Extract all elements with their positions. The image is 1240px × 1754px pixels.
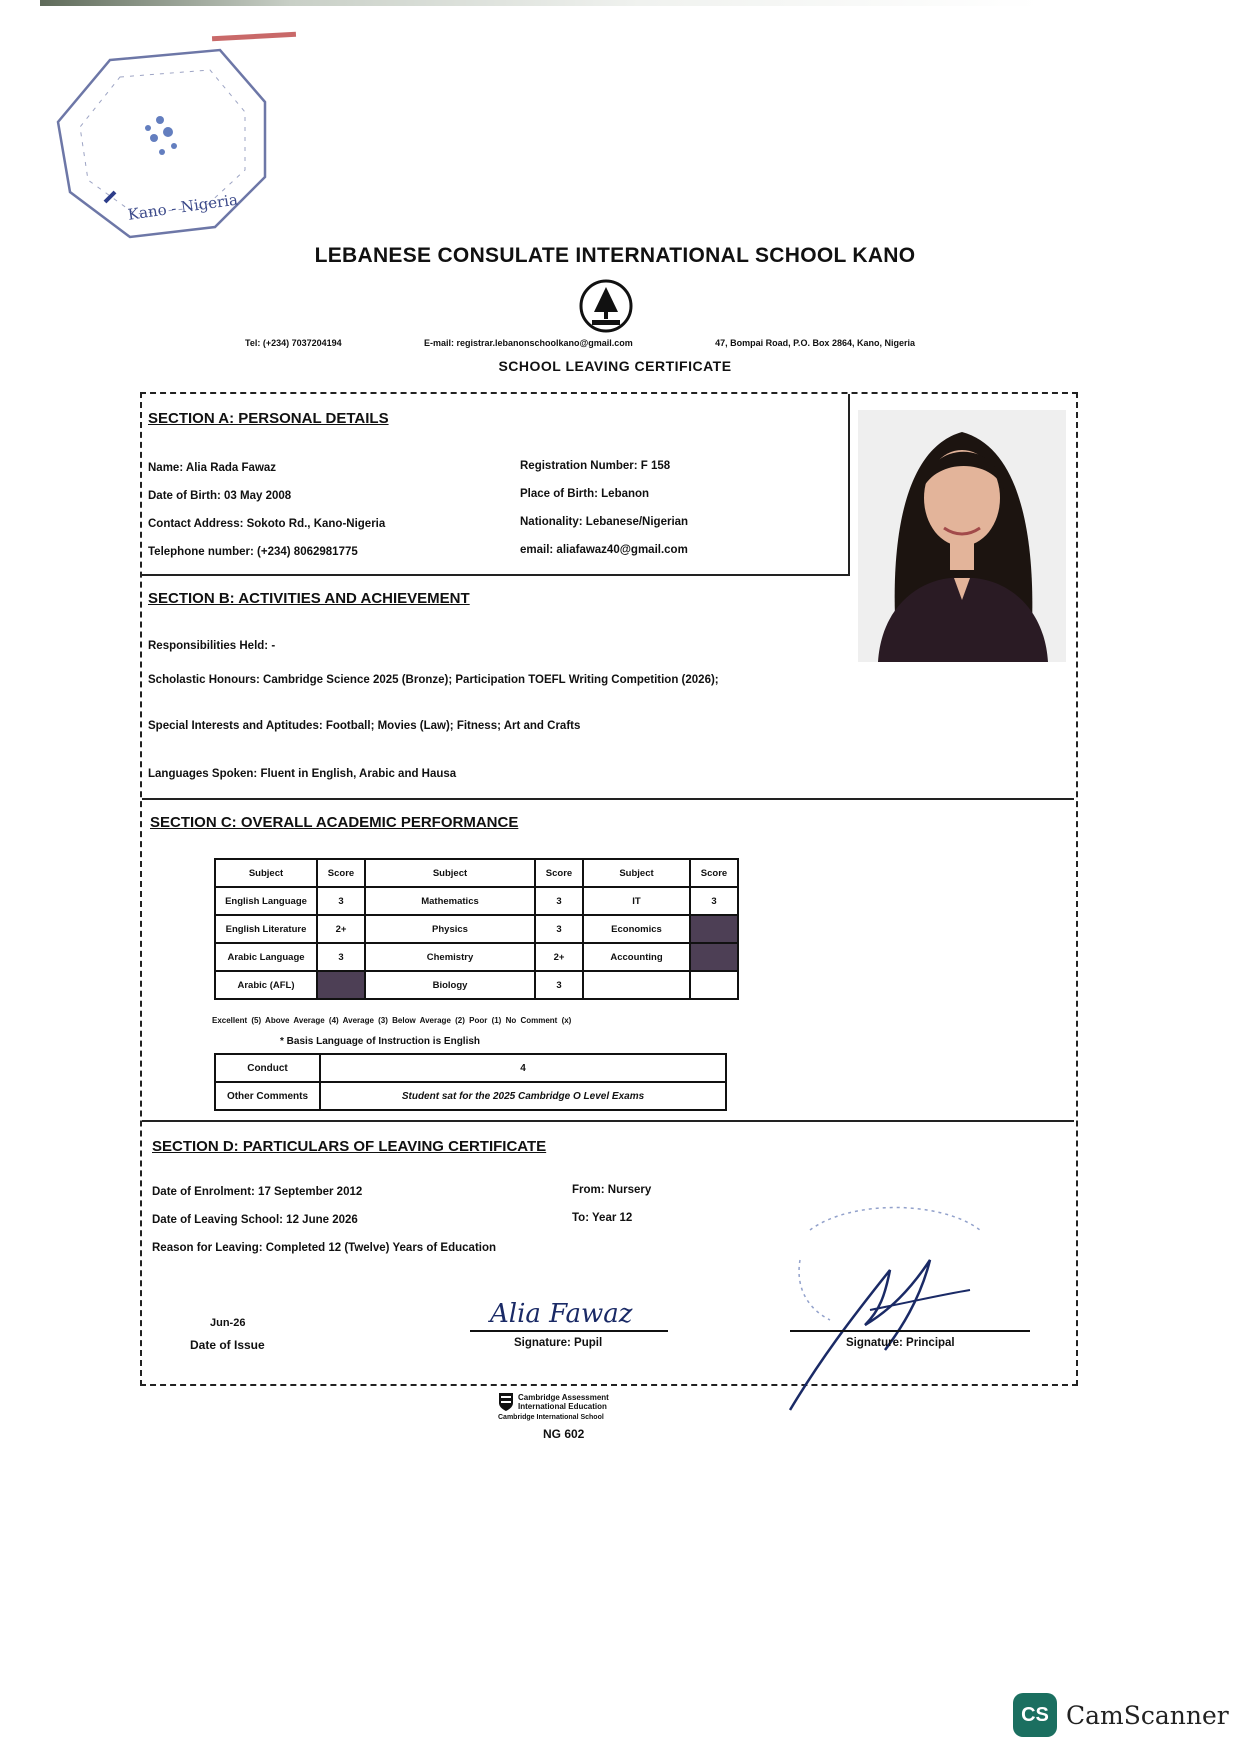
languages-field: Languages Spoken: Fluent in English, Arabic and Hausa [148, 768, 457, 780]
from-field: From: Nursery [572, 1184, 652, 1196]
student-photo [858, 410, 1066, 662]
grade-cell-shaded [690, 915, 738, 943]
principal-signature [770, 1200, 1030, 1430]
table-row [215, 943, 738, 971]
school-logo-icon [578, 278, 634, 334]
stamp-text: Kano - Nigeria [126, 190, 239, 224]
grade-cell: Physics [365, 915, 535, 943]
comments-label: Other Comments [215, 1082, 320, 1110]
header-subject-1: Subject [215, 859, 317, 887]
pupil-signature-label: Signature: Pupil [514, 1337, 603, 1349]
grades-header-row [215, 859, 738, 887]
reason-field: Reason for Leaving: Completed 12 (Twelve) Years of Education [152, 1242, 497, 1254]
grades-table [214, 858, 739, 1000]
email-text: E-mail: registrar.lebanonschoolkano@gmail.com [423, 338, 633, 348]
pupil-signature-text: Alia Fawaz [490, 1299, 633, 1329]
header-subject-3: Subject [583, 859, 690, 887]
centre-number: NG 602 [543, 1427, 585, 1441]
camscanner-label: CamScanner [1066, 1701, 1229, 1730]
grade-cell: 3 [535, 971, 583, 999]
divider-a [142, 574, 850, 576]
grade-cell: Economics [583, 915, 690, 943]
issue-date-label: Date of Issue [190, 1338, 265, 1352]
grade-cell: 3 [690, 887, 738, 915]
grade-cell: Biology [365, 971, 535, 999]
red-mark [212, 32, 296, 41]
grade-legend: Excellent (5) Above Average (4) Average (3) Below Average (2) Poor (1) No Comment (x) [212, 1016, 572, 1025]
issue-date: Jun-26 [210, 1317, 246, 1329]
telephone-field: Telephone number: (+234) 8062981775 [148, 546, 358, 558]
grade-cell: 3 [535, 915, 583, 943]
conduct-row [215, 1054, 726, 1082]
grade-cell: 2+ [535, 943, 583, 971]
leaving-date-field: Date of Leaving School: 12 June 2026 [152, 1214, 358, 1226]
school-name: LEBANESE CONSULATE INTERNATIONAL SCHOOL KANO [314, 244, 916, 267]
table-row [215, 887, 738, 915]
header-score-3: Score [690, 859, 738, 887]
certificate-title: SCHOOL LEAVING CERTIFICATE [498, 358, 732, 374]
cambridge-line-1: Cambridge Assessment [518, 1393, 609, 1402]
interests-field: Special Interests and Aptitudes: Football; Movies (Law); Fitness; Art and Crafts [148, 720, 581, 732]
enrolment-field: Date of Enrolment: 17 September 2012 [152, 1186, 363, 1198]
cambridge-shield-icon [498, 1392, 514, 1412]
grade-cell: 2+ [317, 915, 365, 943]
grade-cell: English Literature [215, 915, 317, 943]
conduct-value: 4 [320, 1054, 726, 1082]
section-d-title: SECTION D: PARTICULARS OF LEAVING CERTIFICATE [152, 1138, 547, 1155]
section-a-title: SECTION A: PERSONAL DETAILS [148, 410, 389, 427]
scan-edge-strip [40, 0, 1040, 6]
place-of-birth-field: Place of Birth: Lebanon [520, 488, 650, 500]
dob-field: Date of Birth: 03 May 2008 [148, 490, 292, 502]
camscanner-badge-icon: CS [1013, 1693, 1057, 1737]
principal-signature-label: Signature: Principal [846, 1337, 955, 1349]
grade-cell: IT [583, 887, 690, 915]
header-subject-2: Subject [365, 859, 535, 887]
nationality-field: Nationality: Lebanese/Nigerian [520, 516, 689, 528]
table-row [215, 971, 738, 999]
address-field: Contact Address: Sokoto Rd., Kano-Nigeria [148, 518, 386, 530]
section-b-title: SECTION B: ACTIVITIES AND ACHIEVEMENT [148, 590, 470, 607]
grade-cell: 3 [317, 887, 365, 915]
section-c-title: SECTION C: OVERALL ACADEMIC PERFORMANCE [150, 814, 519, 831]
grade-cell: English Language [215, 887, 317, 915]
grade-cell [690, 971, 738, 999]
pupil-signature-line [470, 1330, 668, 1332]
comments-value: Student sat for the 2025 Cambridge O Level Exams [320, 1082, 726, 1110]
registration-field: Registration Number: F 158 [520, 460, 671, 472]
cambridge-logo [498, 1392, 648, 1441]
grade-cell: 3 [317, 943, 365, 971]
honours-field: Scholastic Honours: Cambridge Science 2025 (Bronze); Participation TOEFL Writing Competition (2026); [148, 674, 719, 686]
cambridge-line-2: International Education [518, 1402, 607, 1411]
grade-cell-shaded [317, 971, 365, 999]
cambridge-line-3: Cambridge International School [498, 1414, 604, 1421]
name-field: Name: Alia Rada Fawaz [148, 462, 277, 474]
to-field: To: Year 12 [572, 1212, 633, 1224]
header-score-2: Score [535, 859, 583, 887]
responsibilities-field: Responsibilities Held: - [148, 640, 276, 652]
grade-cell: Accounting [583, 943, 690, 971]
grade-cell: Arabic Language [215, 943, 317, 971]
table-row [215, 915, 738, 943]
divider-b [142, 798, 1074, 800]
grade-cell: Mathematics [365, 887, 535, 915]
language-basis-note: * Basis Language of Instruction is English [280, 1036, 481, 1047]
grade-cell: 3 [535, 887, 583, 915]
divider-c [142, 1120, 1074, 1122]
comments-row [215, 1082, 726, 1110]
header-score-1: Score [317, 859, 365, 887]
conduct-table [214, 1053, 727, 1111]
principal-signature-line [790, 1330, 1030, 1332]
grade-cell-shaded [690, 943, 738, 971]
school-stamp [50, 42, 280, 247]
telephone-text: Tel: (+234) 7037204194 [245, 338, 342, 348]
conduct-label: Conduct [215, 1054, 320, 1082]
contact-line [245, 338, 915, 348]
grade-cell: Chemistry [365, 943, 535, 971]
grade-cell: Arabic (AFL) [215, 971, 317, 999]
pupil-signature [482, 1288, 652, 1334]
email-field: email: aliafawaz40@gmail.com [520, 544, 688, 556]
grade-cell [583, 971, 690, 999]
address-text: 47, Bompai Road, P.O. Box 2864, Kano, Nigeria [715, 338, 915, 348]
divider-photo [848, 394, 850, 576]
